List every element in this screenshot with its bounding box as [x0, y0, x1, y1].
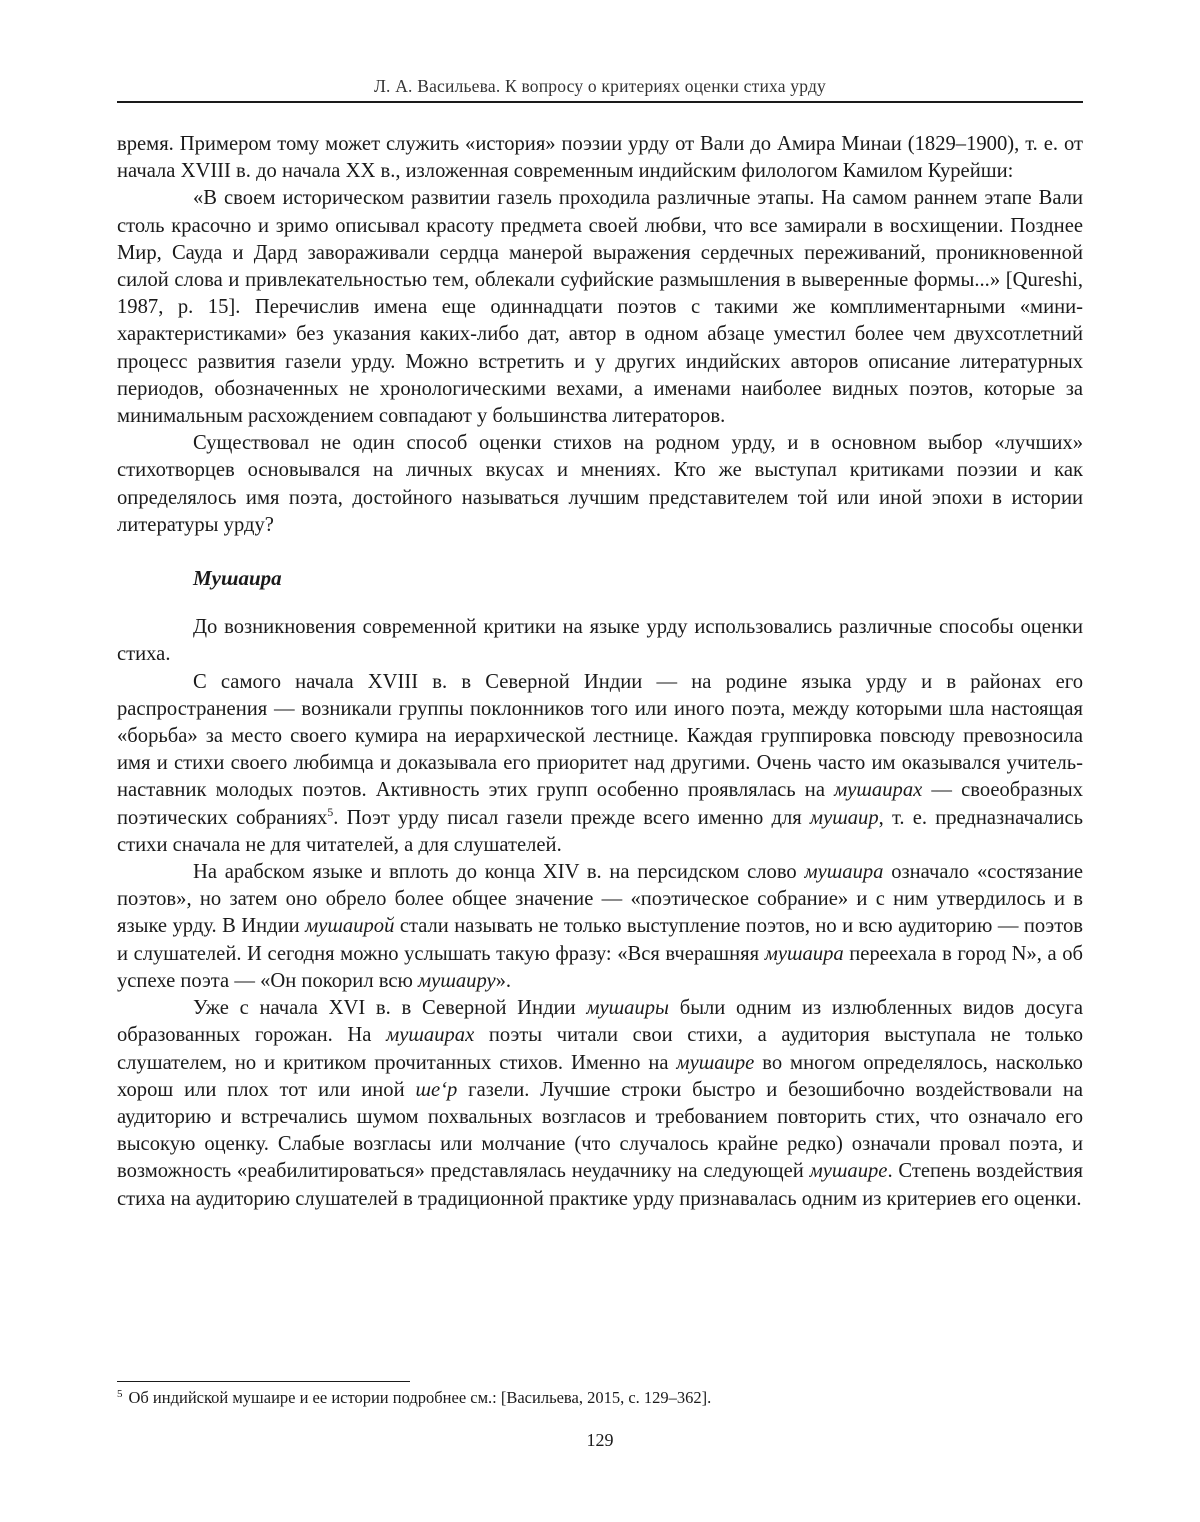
italic-term: мушаире	[676, 1051, 755, 1074]
paragraph: С самого начала XVIII в. в Северной Индии — на родине языка урду и в районах его распространения — возникали группы поклонников того или иного поэта, между которыми шла настоящая «борьба» за место своего кумира на иерархической лестнице. Каждая группировка повсюду превозносила имя и стихи своего любимца и доказывала его приоритет над другими. Очень часто им оказывался учитель-наставник молодых поэтов. Активность этих групп особенно проявлялась на мушаирах — своеобразных поэтических собраниях$^5$. Поэт урду писал газели прежде всего именно для мушаир, т. е. предназначались стихи сначала не для читателей, а для слушателей.	[117, 670, 1084, 856]
heading-spacer	[117, 592, 1083, 614]
italic-term: мушаирах	[834, 779, 923, 802]
header-rule	[117, 101, 1083, 103]
italic-term: мушаирах	[386, 1024, 475, 1047]
section-heading: Мушаира	[193, 566, 282, 591]
paragraph: На арабском языке и вплоть до конца XIV в. на персидском слово мушаира означало «состязание поэтов», но затем оно обрело более общее значение — «поэтическое собрание» и с ним утвердилось и в языке урду. В Индии мушаирой стали называть не только выступление поэтов, но и всю аудиторию — поэтов и слушателей. И сегодня можно услышать такую фразу: «Вся вчерашняя мушаира переехала в город N», а об успехе поэта — «Он покорил всю мушаиру».	[117, 861, 1083, 992]
section-spacer	[117, 539, 1083, 565]
italic-term: мушаирой	[305, 915, 395, 938]
italic-term: мушаире	[809, 1160, 888, 1183]
footnote-rule	[117, 1381, 410, 1382]
body-text	[117, 131, 1083, 1213]
quotation-paragraph: «В своем историческом развитии газель проходила различные этапы. На самом раннем этапе Вали столь красочно и зримо описывал красоту предмета своей любви, что все замирали в восхищении. Позднее Мир, Сауда и Дард завораживали сердца манерой выражения сердечных переживаний, проникновенной силой слова и привлекательностью тем, облекали суфийские размышления в выверенные формы...» [Qureshi, 1987, p. 15]. Перечислив имена еще одиннадцати поэтов с такими же комплиментарными «мини-характеристиками» без указания каких-либо дат, автор в одном абзаце уместил более чем двухсотлетний процесс развития газели урду. Можно встретить и у других индийских авторов описание литературных периодов, обозначенных не хронологическими вехами, а именами наиболее видных поэтов, которые за минимальным расхождением совпадают у большинства литераторов.	[117, 187, 1083, 428]
italic-term: мушаиры	[586, 997, 669, 1020]
italic-term: мушаира	[764, 942, 844, 965]
paragraph-continuation: время. Примером тому может служить «история» поэзии урду от Вали до Амира Минаи (1829–1900), т. е. от начала XVIII в. до начала XX в., изложенная современным индийским филологом Камилом Курейши:	[117, 133, 1083, 183]
running-head: Л. А. Васильева. К вопросу о критериях оценки стиха урду	[373, 76, 826, 96]
italic-term: ше‘р	[415, 1078, 458, 1101]
page-number: 129	[586, 1430, 614, 1450]
footnote-marker: 5	[117, 1387, 123, 1400]
footnote-reference[interactable]: 5	[327, 804, 334, 819]
paragraph: Уже с начала XVI в. в Северной Индии мушаиры были одним из излюбленных видов досуга образованных горожан. На мушаирах поэты читали свои стихи, а аудитория выступала не только слушателем, но и критиком прочитанных стихов. Именно на мушаире во многом определялось, насколько хорош или плох тот или иной ше‘р газели. Лучшие строки быстро и безошибочно воздействовали на аудиторию и встречались шумом похвальных возгласов и требованием повторить стих, что означало его высокую оценку. Слабые возгласы или молчание (что случалось крайне редко) означали провал поэта, и возможность «реабилитироваться» представлялась неудачнику на следующей мушаире. Степень воздействия стиха на аудиторию слушателей в традиционной практике урду признавалась одним из критериев его оценки.	[117, 997, 1084, 1210]
italic-term: мушаиру	[418, 969, 496, 992]
footnote	[117, 1387, 1083, 1409]
italic-term: мушаир	[809, 806, 879, 829]
footnote-text: Об индийской мушаире и ее истории подробнее см.: [Васильева, 2015, с. 129–362].	[128, 1388, 712, 1407]
paragraph: До возникновения современной критики на языке урду использовались различные способы оценки стиха.	[117, 616, 1083, 666]
italic-term: мушаира	[804, 861, 884, 884]
paragraph: Существовал не один способ оценки стихов на родном урду, и в основном выбор «лучших» стихотворцев основывался на личных вкусах и мнениях. Кто же выступал критиками поэзии и как определялось имя поэта, достойного называться лучшим представителем той или иной эпохи в истории литературы урду?	[117, 432, 1083, 536]
